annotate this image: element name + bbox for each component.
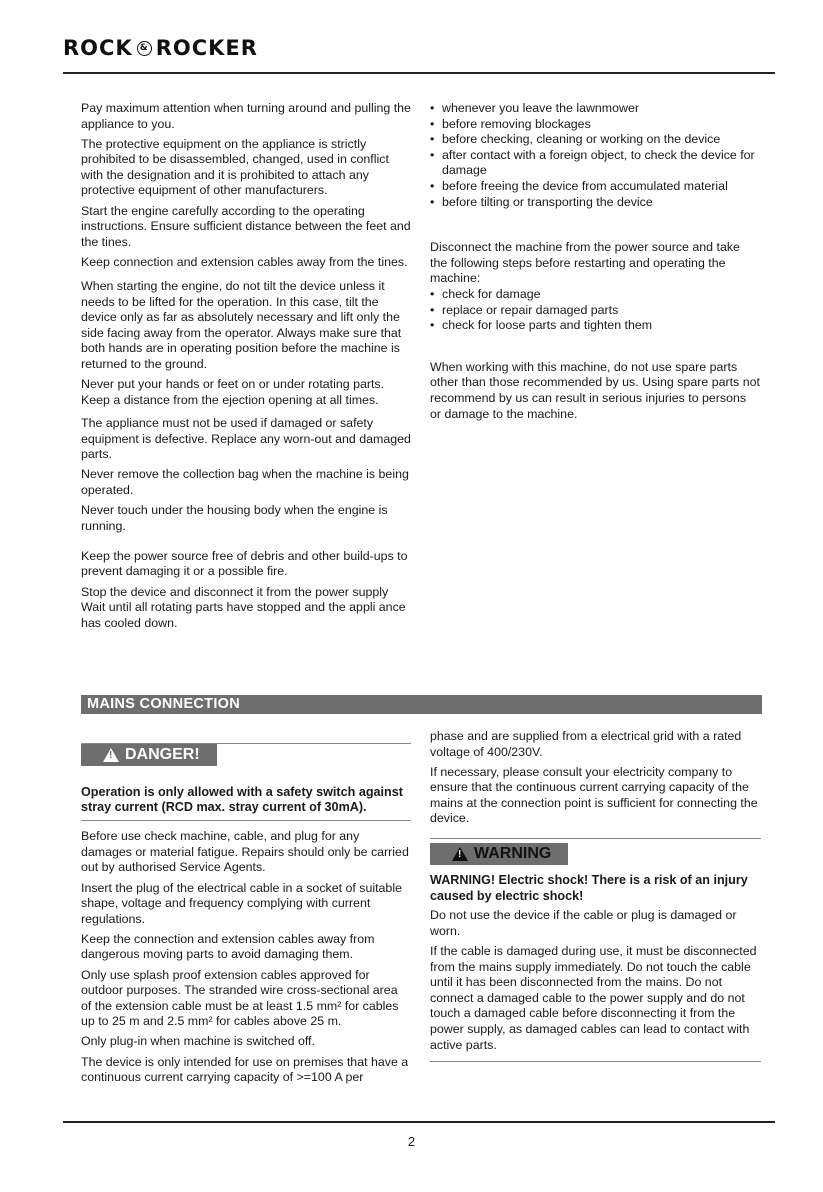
list-item: • before removing blockages	[430, 117, 760, 133]
safety-paragraph: The protective equipment on the appliance is strictly prohibited to be disassembled, changed, used in conflict with the designation and it is prohibited to attach any protective equipment of other manufacturers.	[81, 136, 389, 198]
safety-right-column	[430, 101, 760, 427]
safety-left-column	[81, 101, 411, 636]
warning-top-rule	[430, 838, 761, 839]
mains-paragraph: Keep the connection and extension cables away from dangerous moving parts to avoid damaging them.	[81, 931, 375, 962]
list-item: • check for damage	[430, 287, 760, 303]
mains-paragraph: The device is only intended for use on premises that have a continuous current carrying capacity of >=100 A per	[81, 1054, 409, 1085]
safety-paragraph: Keep the power source free of debris and other build-ups to prevent damaging it or a possible fire.	[81, 548, 408, 579]
safety-paragraph: Never put your hands or feet on or under rotating parts. Keep a distance from the ejection opening at all times.	[81, 377, 385, 407]
danger-lead-text: Operation is only allowed with a safety switch against stray current (RCD max. stray current of 30mA).	[81, 784, 403, 815]
safety-paragraph: Stop the device and disconnect it from the power supply Wait until all rotating parts have stopped and the appli ance has cooled down.	[81, 584, 406, 630]
mains-paragraph: phase and are supplied from a electrical grid with a rated voltage of 400/230V.	[430, 729, 742, 759]
logo-ampersand: &	[137, 41, 152, 56]
mains-paragraph: If necessary, please consult your electricity company to ensure that the continuous current carrying capacity of the mains at the connection point is sufficient for connecting the device.	[430, 764, 758, 826]
warning-label	[430, 843, 568, 865]
logo-text-right: ROCKER	[155, 36, 258, 60]
safety-paragraph: Start the engine carefully according to the operating instructions. Ensure sufficient distance between the feet and the tines.	[81, 203, 411, 249]
warning-box	[430, 838, 761, 1063]
mains-paragraph: Only plug-in when machine is switched off.	[81, 1034, 315, 1049]
mains-paragraph: Before use check machine, cable, and plug for any damages or material fatigue. Repairs should only be carried out by authorised Service Agents.	[81, 829, 409, 875]
warning-lead-text: WARNING! Electric shock! There is a risk of an injury caused by electric shock!	[430, 873, 748, 903]
list-item: • replace or repair damaged parts	[430, 303, 760, 319]
warning-label-text: WARNING	[474, 844, 552, 862]
mains-left-column	[81, 743, 411, 1090]
warning-bottom-rule	[430, 1061, 761, 1062]
list-item: • before freeing the device from accumulated material	[430, 179, 760, 195]
disconnect-paragraph: Disconnect the machine from the power source and take the following steps before restarting and operating the machine:	[430, 240, 740, 286]
warning-triangle-icon: !	[103, 748, 119, 762]
danger-box	[81, 743, 411, 821]
safety-paragraph: The appliance must not be used if damaged or safety equipment is defective. Replace any worn-out and damaged parts.	[81, 416, 411, 462]
warning-paragraph: If the cable is damaged during use, it must be disconnected from the mains supply immediately. Do not touch the cable until it has been disconnected from the mains. Do not connect a damaged cable to the power supply and do not touch a damaged cable before disconnecting it from the power supply, as damaged cables can lead to contact with active parts.	[430, 944, 757, 1052]
danger-label	[81, 744, 217, 766]
safety-paragraph: Pay maximum attention when turning around and pulling the appliance to you.	[81, 101, 411, 131]
list-item: • after contact with a foreign object, to check the device for damage	[430, 148, 760, 179]
danger-label-text: DANGER!	[125, 746, 200, 764]
list-item: • check for loose parts and tighten them	[430, 318, 760, 334]
header-rule	[63, 72, 775, 74]
mains-right-column	[430, 729, 761, 1062]
list-item: • before tilting or transporting the device	[430, 195, 760, 211]
safety-paragraph: Never remove the collection bag when the machine is being operated.	[81, 467, 409, 498]
stop-conditions-list	[430, 101, 760, 210]
restart-steps-list	[430, 287, 760, 334]
mains-paragraph: Only use splash proof extension cables approved for outdoor purposes. The stranded wire cross-sectional area of the extension cable must be at least 1.5 mm² for cables up to 25 m and 2.5 mm² for cables above 25 m.	[81, 967, 399, 1029]
danger-bottom-rule	[81, 820, 411, 821]
list-item: • before checking, cleaning or working on the device	[430, 132, 760, 148]
mains-paragraph: Insert the plug of the electrical cable in a socket of suitable shape, voltage and frequency complying with current regulations.	[81, 880, 402, 926]
warning-paragraph: Do not use the device if the cable or plug is damaged or worn.	[430, 908, 737, 938]
page-number: 2	[407, 1134, 416, 1149]
safety-paragraph: When starting the engine, do not tilt the device unless it needs to be lifted for the operation. In this case, tilt the device only as far as absolutely necessary and lift only the side facing away from the operator. Always make sure that both hands are in operating position before the machine is returned to the ground.	[81, 278, 402, 371]
footer-rule	[63, 1121, 775, 1123]
safety-paragraph: Keep connection and extension cables away from the tines.	[81, 254, 408, 269]
safety-paragraph: Never touch under the housing body when the engine is running.	[81, 503, 388, 533]
section-title-mains-connection: MAINS CONNECTION	[81, 695, 762, 714]
spare-parts-paragraph: When working with this machine, do not use spare parts other than those recommended by us. Using spare parts not recommend by us can result in serious injuries to persons or damage to the machine.	[430, 359, 760, 421]
brand-logo	[63, 36, 258, 60]
warning-triangle-icon: !	[452, 847, 468, 861]
logo-text-left: ROCK	[63, 36, 133, 60]
list-item: • whenever you leave the lawnmower	[430, 101, 760, 117]
